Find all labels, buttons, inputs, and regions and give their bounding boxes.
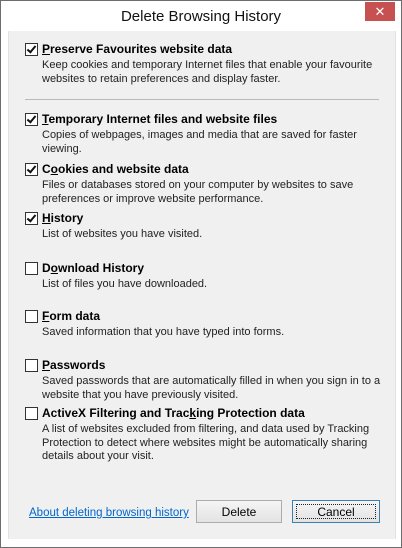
option-form-data	[25, 308, 385, 340]
option-label[interactable]	[42, 42, 232, 56]
option-passwords	[25, 357, 385, 402]
label-mnemonic: k	[189, 406, 197, 420]
option-label[interactable]	[42, 406, 305, 420]
option-download-history	[25, 260, 385, 292]
option-description: Keep cookies and temporary Internet files that enable your favourite websites to retain preferences and display faster.	[42, 59, 373, 85]
title-bar[interactable]	[1, 1, 401, 31]
option-label[interactable]	[42, 162, 189, 176]
label-prefix: D	[42, 261, 51, 275]
option-row[interactable]	[25, 41, 385, 57]
label-text: emporary Internet files and website files	[48, 112, 278, 126]
cancel-button[interactable]	[292, 500, 380, 523]
form-data-checkbox[interactable]	[25, 310, 38, 323]
label-mnemonic: F	[42, 309, 50, 323]
option-row[interactable]	[25, 308, 385, 324]
option-description: Saved information that you have typed into forms.	[42, 326, 285, 338]
about-deleting-history-link[interactable]: About deleting browsing history	[29, 507, 189, 519]
history-checkbox[interactable]	[25, 212, 38, 225]
label-mnemonic: o	[50, 261, 59, 275]
option-description: Files or databases stored on your computer by websites to save preferences or improve website performance.	[42, 179, 354, 205]
dialog-title: Delete Browsing History	[120, 8, 282, 25]
option-label[interactable]	[42, 211, 83, 225]
option-activex-tracking	[25, 405, 385, 464]
label-mnemonic: P	[42, 358, 51, 372]
cancel-button-label: Cancel	[317, 504, 355, 519]
label-text: wnload History	[58, 261, 145, 275]
option-row[interactable]	[25, 210, 385, 226]
option-label[interactable]	[42, 261, 144, 275]
option-description: List of websites you have visited.	[42, 228, 203, 240]
option-row[interactable]	[25, 111, 385, 127]
option-temporary-files	[25, 111, 385, 156]
delete-button[interactable]	[196, 500, 282, 523]
cookies-checkbox[interactable]	[25, 163, 38, 176]
option-description: A list of websites excluded from filtering, and data used by Tracking Protection to detect where websites might be automatically sharing details about your visit.	[42, 423, 370, 462]
label-text: okies and website data	[58, 162, 189, 176]
activex-tracking-checkbox[interactable]	[25, 407, 38, 420]
delete-button-label: Delete	[221, 504, 257, 519]
dialog-content	[8, 31, 396, 539]
label-text: istory	[50, 211, 84, 225]
label-prefix: C	[42, 162, 51, 176]
option-row[interactable]	[25, 357, 385, 373]
label-mnemonic: H	[42, 211, 51, 225]
label-text: asswords	[50, 358, 106, 372]
close-button[interactable]	[365, 2, 395, 21]
preserve-favourites-checkbox[interactable]	[25, 43, 38, 56]
option-cookies	[25, 161, 385, 206]
option-history	[25, 210, 385, 242]
option-label[interactable]	[42, 309, 100, 323]
option-label[interactable]	[42, 358, 105, 372]
close-icon: ✕	[374, 3, 386, 19]
option-row[interactable]	[25, 161, 385, 177]
option-description: Saved passwords that are automatically filled in when you sign in to a website that you have previously visited.	[42, 375, 381, 401]
temporary-files-checkbox[interactable]	[25, 113, 38, 126]
option-description: List of files you have downloaded.	[42, 278, 208, 290]
section-divider	[25, 99, 379, 100]
option-preserve-favourites	[25, 41, 385, 86]
label-text: ing Protection data	[196, 406, 305, 420]
focus-rect	[296, 504, 376, 519]
option-description: Copies of webpages, images and media that are saved for faster viewing.	[42, 129, 357, 155]
label-text: orm data	[49, 309, 101, 323]
option-label[interactable]	[42, 112, 277, 126]
label-mnemonic: T	[42, 112, 49, 126]
option-row[interactable]	[25, 260, 385, 276]
option-row[interactable]	[25, 405, 385, 421]
download-history-checkbox[interactable]	[25, 262, 38, 275]
passwords-checkbox[interactable]	[25, 359, 38, 372]
label-mnemonic: P	[42, 42, 51, 56]
label-prefix: ActiveX Filtering and Trac	[42, 406, 190, 420]
label-mnemonic: o	[50, 162, 59, 176]
label-text: reserve Favourites website data	[50, 42, 233, 56]
